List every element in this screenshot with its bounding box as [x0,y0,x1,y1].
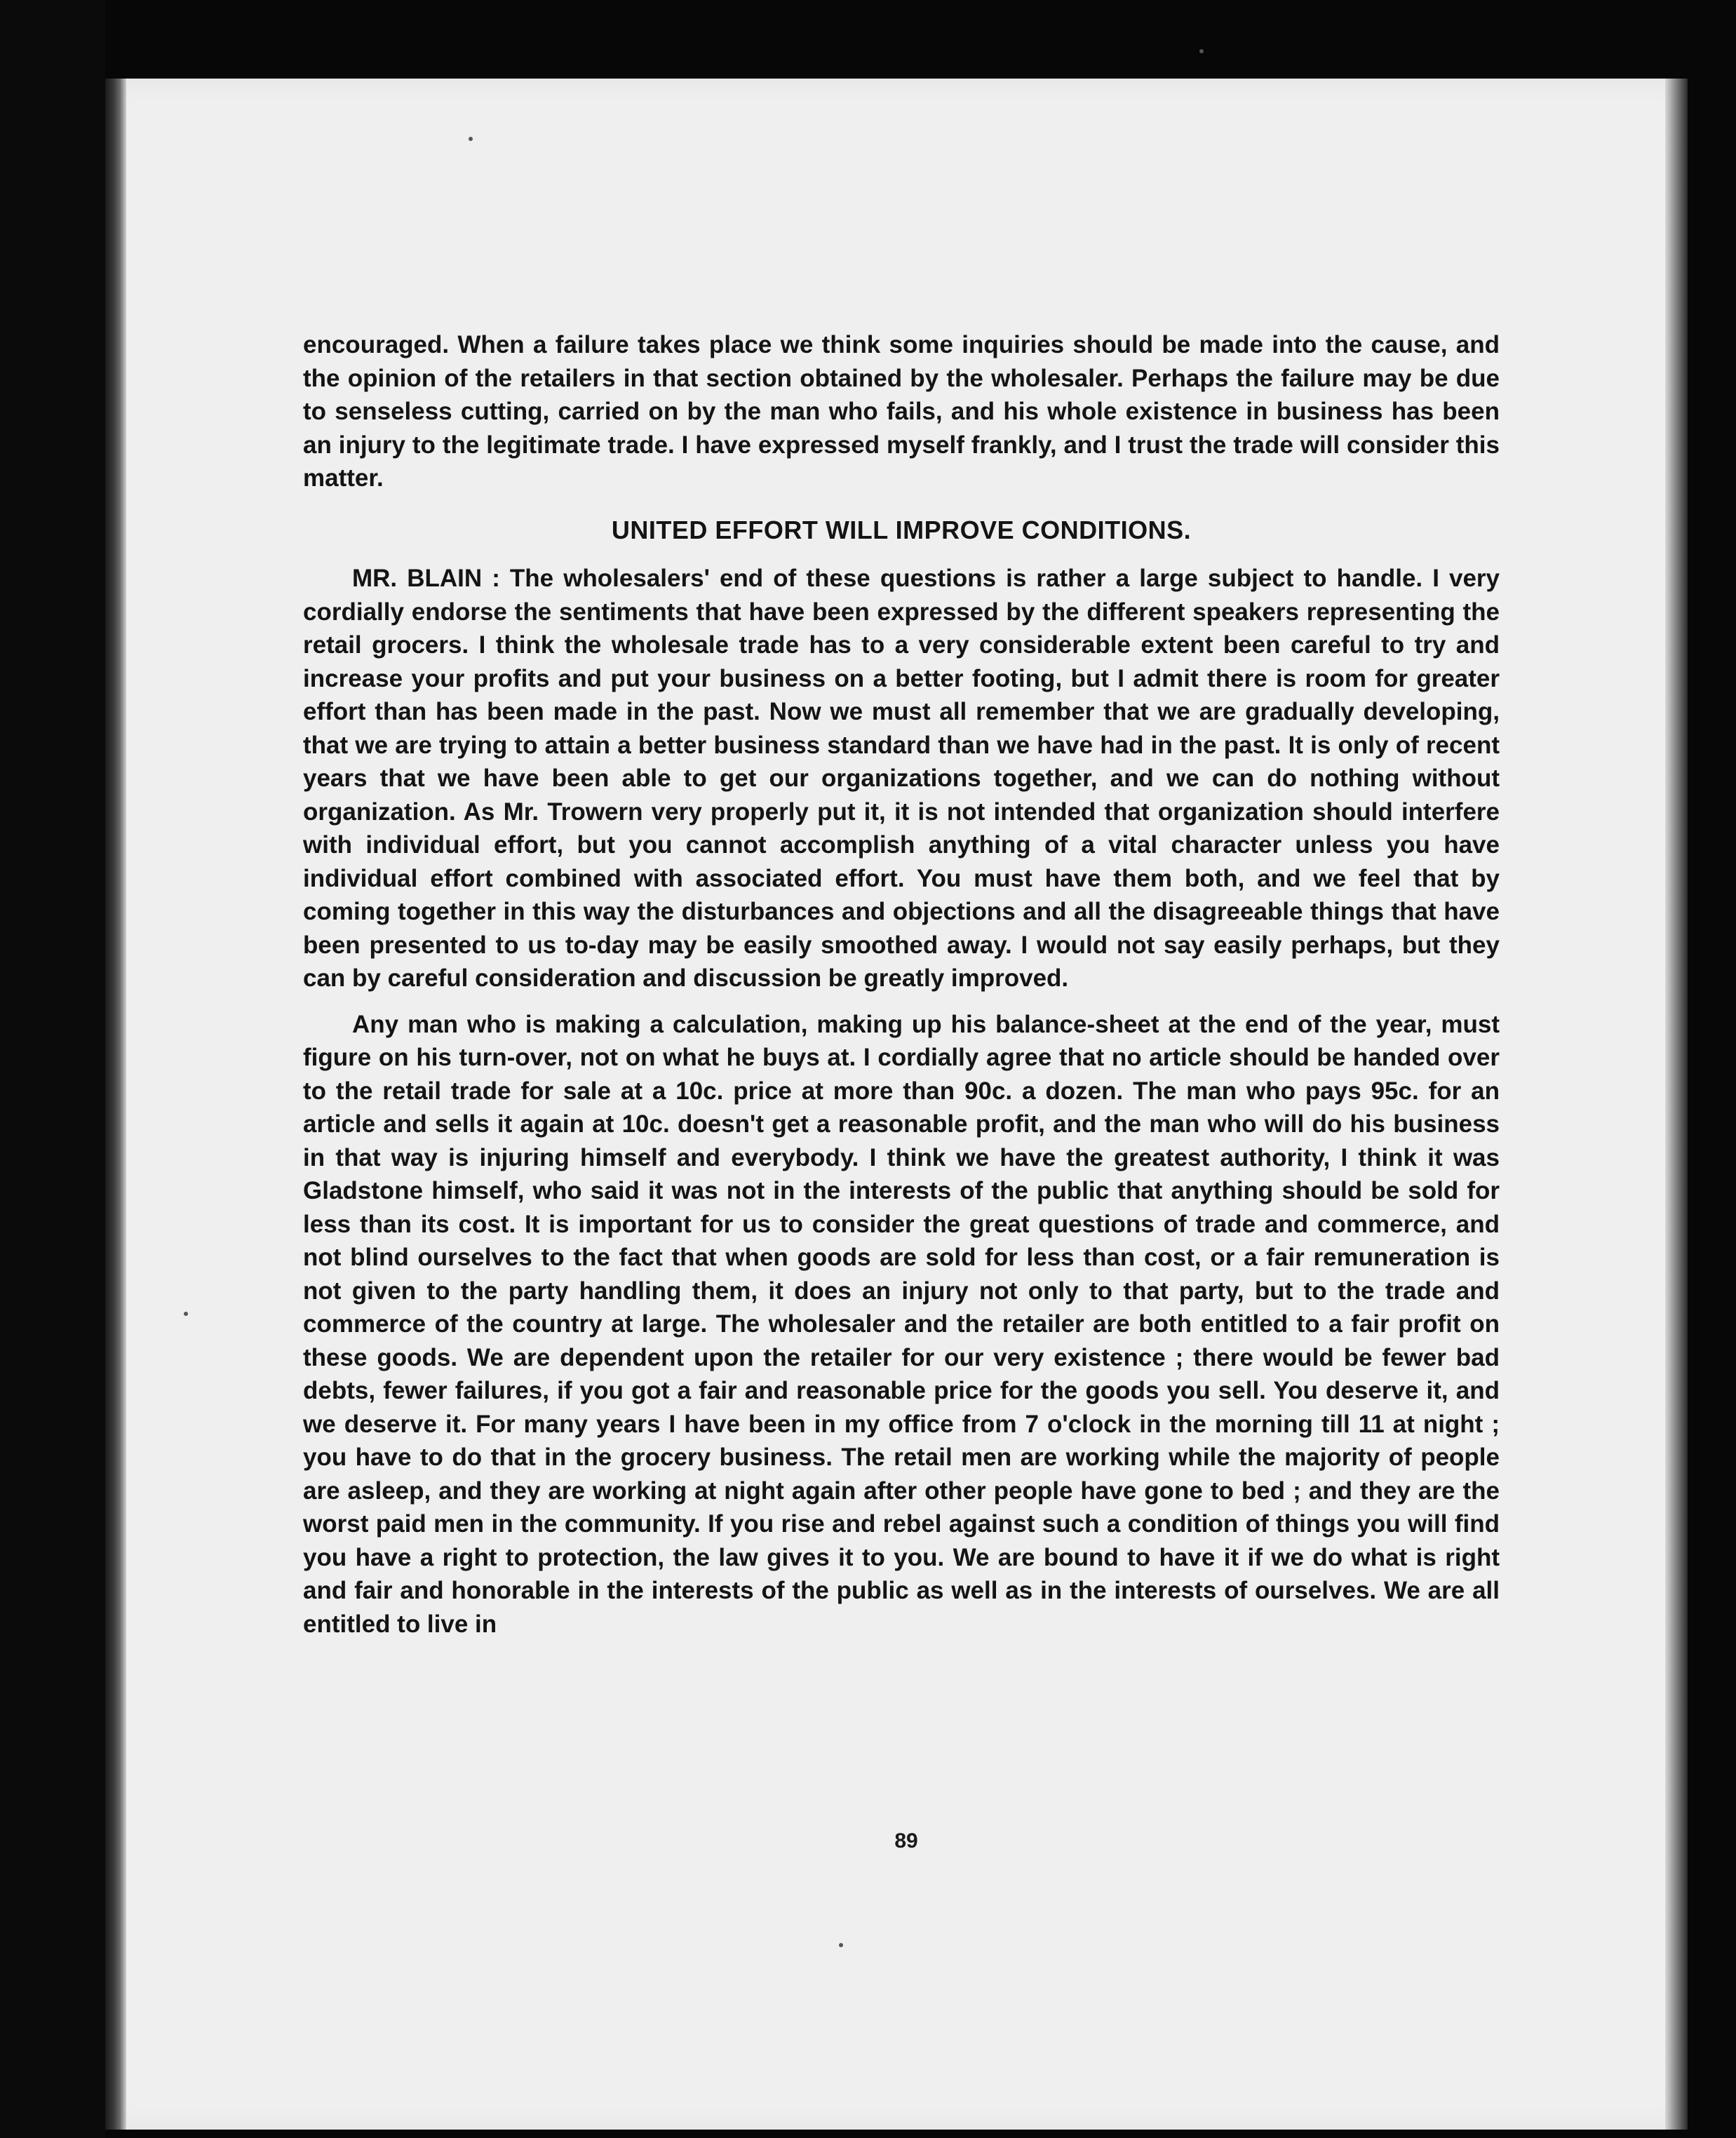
paragraph-mr-blain: MR. BLAIN : The wholesalers' end of these questions is rather a large subject to handle. I very cordially endorse the sentiments that have been expressed by the different speakers representing the retail grocers. I think the wholesale trade has to a very considerable extent been careful to try and increase your profits and put your business on a better footing, but I admit there is room for greater effort than has been made in the past. Now we must all remember that we are gradually developing, that we are trying to attain a better business standard than we have had in the past. It is only of recent years that we have been able to get our organizations together, and we can do nothing without organization. As Mr. Trowern very properly put it, it is not intended that organization should interfere with individual effort, but you cannot accomplish anything of a vital character unless you have individual effort combined with associated effort. You must have them both, and we feel that by coming together in this way the disturbances and objections and all the disagreeable things that have been presented to us to-day may be easily smoothed away. I would not say easily perhaps, but they can by careful consideration and discussion be greatly improved. [303,565,1500,992]
section-heading: UNITED EFFORT WILL IMPROVE CONDITIONS. [611,515,1192,544]
scan-speck [1199,49,1204,53]
continued-paragraph: encouraged. When a failure takes place we think some inquiries should be made into the cause, and the opinion of the retailers in that section obtained by the wholesaler. Perhaps the failure may be due to senseless cutting, carried on by the man who fails, and his whole existence in business has been an injury to the legitimate trade. I have expressed myself frankly, and I trust the trade will consider this matter. [303,331,1500,492]
scan-speck [469,137,473,141]
page-number: 89 [894,1829,918,1853]
page-text [303,328,1500,1641]
scan-speck [184,1312,188,1316]
page-spine-shadow [105,79,126,2130]
paragraph-gap [303,995,1500,1008]
paragraph-any-man: Any man who is making a calculation, making up his balance-sheet at the end of the year, must figure on his turn-over, not on what he buys at. I cordially agree that no article should be handed over to the retail trade for sale at a 10c. price at more than 90c. a dozen. The man who pays 95c. for an article and sells it again at 10c. doesn't get a reasonable profit, and the man who will do his business in that way is injuring himself and everybody. I think we have the greatest authority, I think it was Gladstone himself, who said it was not in the interests of the public that anything should be sold for less than its cost. It is important for us to consider the great questions of trade and commerce, and not blind ourselves to the fact that when goods are sold for less than cost, or a fair remuneration is not given to the party handling them, it does an injury not only to that party, but to the trade and commerce of the country at large. The wholesaler and the retailer are both entitled to a fair profit on these goods. We are dependent upon the retailer for our very existence ; there would be fewer bad debts, fewer failures, if you got a fair and reasonable price for the goods you sell. You deserve it, and we deserve it. For many years I have been in my office from 7 o'clock in the morning till 11 at night ; you have to do that in the grocery business. The retail men are working while the majority of people are asleep, and they are working at night again after other people have gone to bed ; and they are the worst paid men in the community. If you rise and rebel against such a condition of things you will find you have a right to protection, the law gives it to you. We are bound to have it if we do what is right and fair and honorable in the interests of the public as well as in the interests of ourselves. We are all entitled to live in [303,1010,1500,1638]
page-right-edge [1665,79,1688,2130]
scan-speck [839,1943,843,1947]
scan-left-margin [0,0,105,2138]
